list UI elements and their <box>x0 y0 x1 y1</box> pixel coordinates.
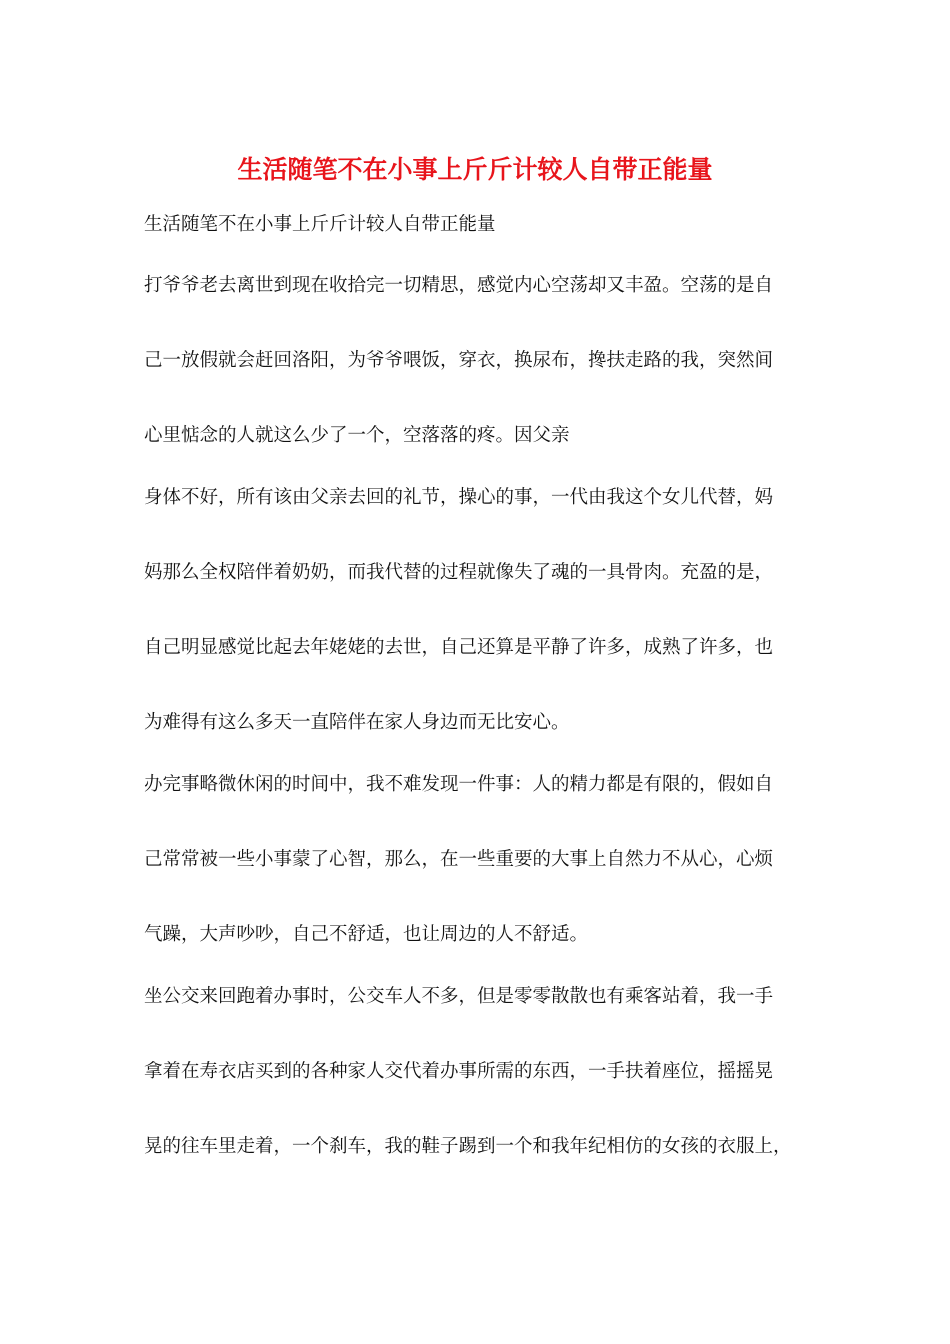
paragraph-line: 自己明显感觉比起去年姥姥的去世，自己还算是平静了许多，成熟了许多，也 <box>144 637 774 658</box>
document-title: 生活随笔不在小事上斤斤计较人自带正能量 <box>237 155 713 184</box>
paragraph-line: 拿着在寿衣店买到的各种家人交代着办事所需的东西，一手扶着座位，摇摇晃 <box>144 1061 774 1082</box>
document-subtitle: 生活随笔不在小事上斤斤计较人自带正能量 <box>144 214 496 235</box>
paragraph-line: 气躁，大声吵吵，自己不舒适，也让周边的人不舒适。 <box>144 924 589 945</box>
paragraph-line: 晃的往车里走着，一个刹车，我的鞋子踢到一个和我年纪相仿的女孩的衣服上， <box>144 1136 792 1157</box>
paragraph-line: 己常常被一些小事蒙了心智，那么，在一些重要的大事上自然力不从心，心烦 <box>144 849 774 870</box>
paragraph-line: 为难得有这么多天一直陪伴在家人身边而无比安心。 <box>144 712 570 733</box>
paragraph-line: 坐公交来回跑着办事时，公交车人不多，但是零零散散也有乘客站着，我一手 <box>144 986 774 1007</box>
paragraph-line: 己一放假就会赶回洛阳，为爷爷喂饭，穿衣，换尿布，搀扶走路的我，突然间 <box>144 350 774 371</box>
paragraph-line: 妈那么全权陪伴着奶奶，而我代替的过程就像失了魂的一具骨肉。充盈的是， <box>144 562 774 583</box>
paragraph-line: 身体不好，所有该由父亲去回的礼节，操心的事，一代由我这个女儿代替，妈 <box>144 487 774 508</box>
paragraph-line: 办完事略微休闲的时间中，我不难发现一件事：人的精力都是有限的，假如自 <box>144 774 774 795</box>
paragraph-line: 打爷爷老去离世到现在收拾完一切精思，感觉内心空荡却又丰盈。空荡的是自 <box>144 275 774 296</box>
paragraph-line: 心里惦念的人就这么少了一个，空落落的疼。因父亲 <box>144 425 570 446</box>
